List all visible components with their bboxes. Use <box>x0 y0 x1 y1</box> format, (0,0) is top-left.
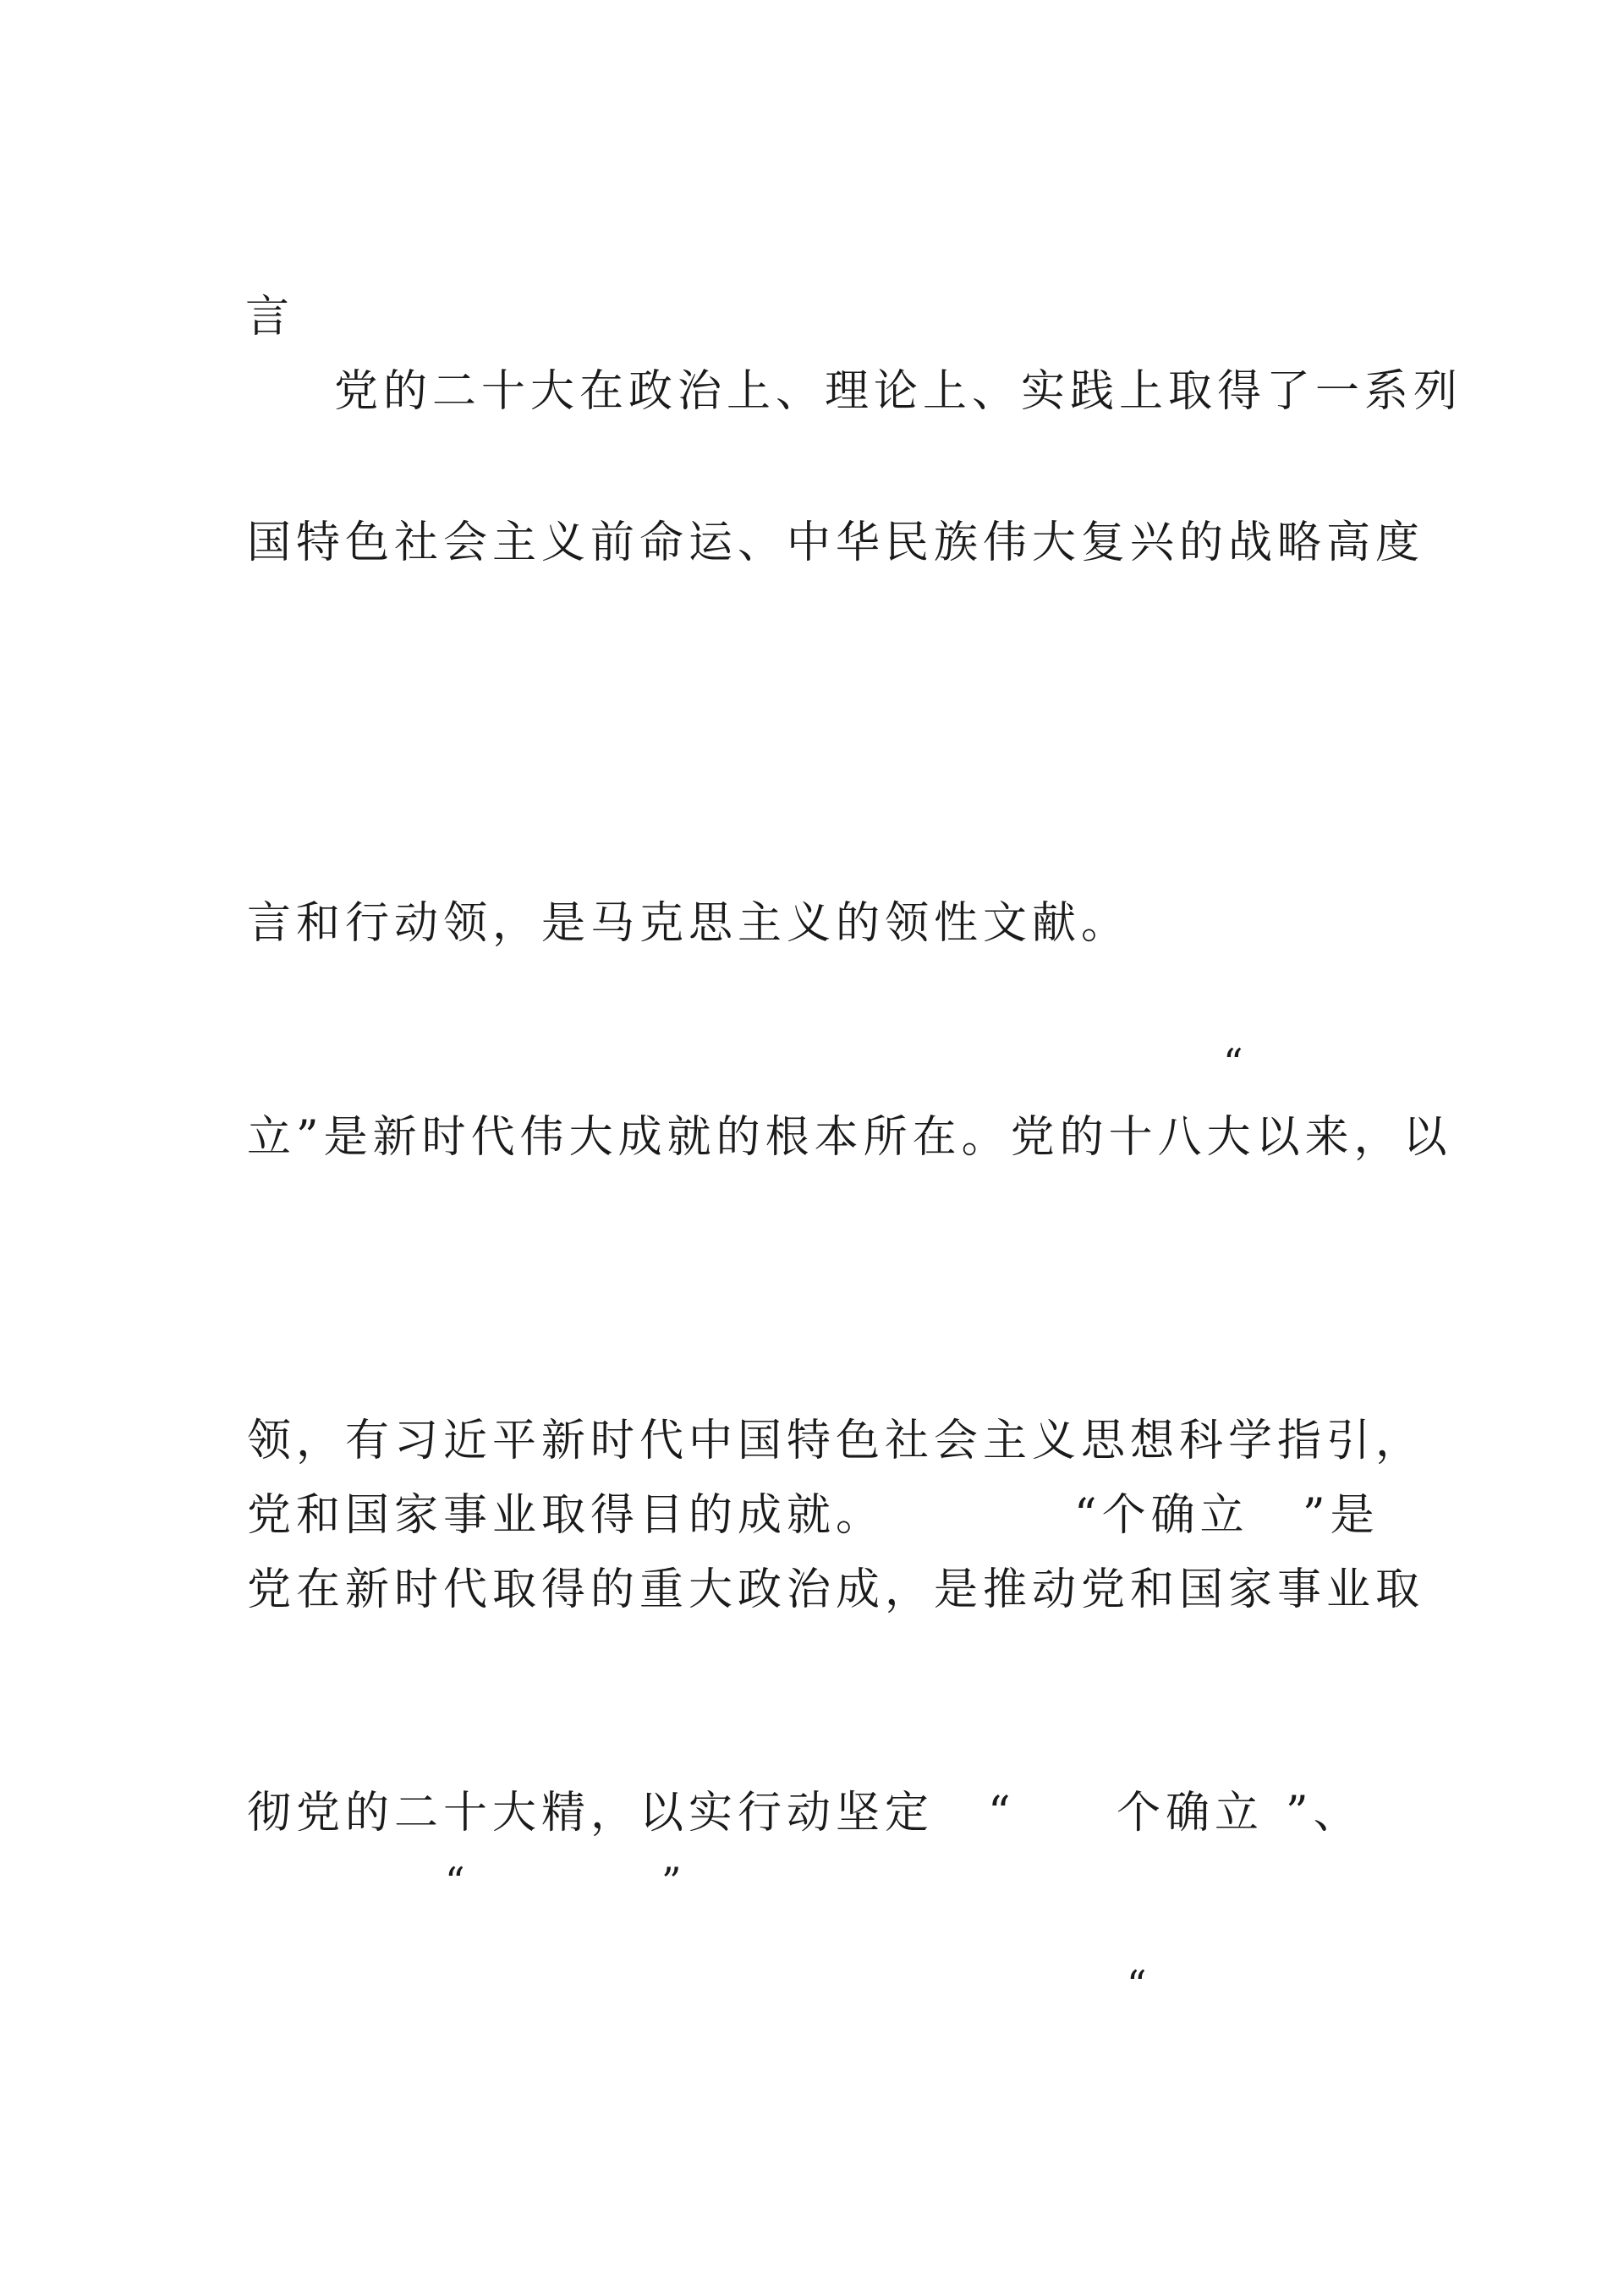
quote-mark: “ <box>1223 1040 1243 1086</box>
text-line-1: 言 <box>245 292 295 342</box>
text-line-3: 国特色社会主义前命运、中华民族伟大复兴的战略高度 <box>247 518 1425 568</box>
text-line-9c: 个确立 <box>1116 1788 1265 1838</box>
quote-mark: ” <box>661 1859 682 1904</box>
text-line-9a: 彻党的二十大精，以实行动坚定 <box>247 1788 935 1838</box>
text-line-2: 党的二十大在政治上、理论上、实践上取得了一系列 <box>334 366 1463 417</box>
text-line-7b: “个确立 <box>1074 1490 1249 1541</box>
text-line-9d: ”、 <box>1286 1788 1363 1838</box>
quote-mark: “ <box>445 1859 465 1904</box>
text-line-7c: ”是 <box>1303 1490 1380 1541</box>
text-line-9b: “ <box>988 1788 1016 1838</box>
text-line-5: 立”是新时代伟大成就的根本所在。党的十八大以来，以 <box>247 1112 1452 1163</box>
text-line-8: 党在新时代取得的重大政治成，是推动党和国家事业取 <box>247 1564 1425 1615</box>
text-line-4: 言和行动领，是马克思主义的领性文献。 <box>247 898 1131 949</box>
text-line-7a: 党和国家事业取得目的成就。 <box>247 1490 886 1541</box>
text-line-6: 领，有习近平新时代中国特色社会主义思想科学指引， <box>247 1416 1425 1466</box>
quote-mark: “ <box>1127 1962 1147 2008</box>
